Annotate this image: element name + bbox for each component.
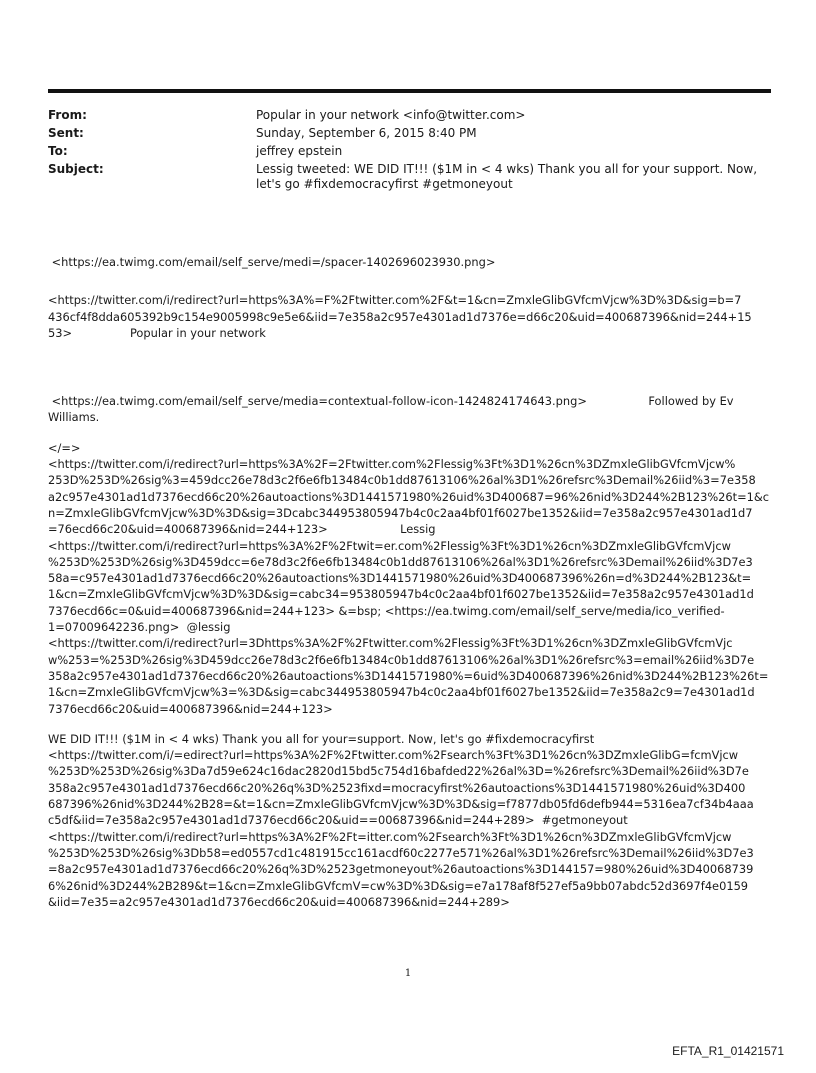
to-value: jeffrey epstein (256, 144, 343, 158)
email-body (48, 254, 770, 910)
network-redirect-paragraph: <https://twitter.com/i/redirect?url=https%3A%=F%2Ftwitter.com%2F&t=1&cn=ZmxleGlibGVfcmVjcw%3D%3D&sig=b=7 436cf4f8dda605392b9c154e9005998c9e5e6&iid=7e358a2c957e4301ad1d7376e=d66c20&uid=400687396&nid=244+15 53> Popular in your network (48, 293, 752, 340)
tweet-text-paragraph: WE DID IT!!! ($1M in < 4 wks) Thank you all for your=support. Now, let's go #fixdemocracyfirst <https://twitter.com/i/=edirect?url=https%3A%2F%2Ftwitter.com%2Fsearch%3Ft%3D1%26cn%3DZmxleGlibG=fcmVjcw %253D%253D%26sig%3Da7d59e624c16dac2820d15bd5c754d16bafded22%26al%3D=%26refsrc%3Demail%26iid%3D7e 358a2c957e4301ad1d7376ecd66c20%26q%3D%2523fixd=mocracyfirst%26autoactions%3D1441571980%26uid%3D400 687396%26nid%3D244%2B28=&t=1&cn=ZmxleGlibGVfcmVjcw%3D%3D&sig=f7877db05fd6defb944=5316ea7cf34b4aaa c5df&iid=7e358a2c957e4301ad1d7376ecd66c20&uid==00687396&nid=244+289> #getmoneyout <https://twitter.com/i/redirect?url=https%3A%2F%2Ft=itter.com%2Fsearch%3Ft%3D1%26cn%3DZmxleGlibGVfcmVjcw %253D%253D%26sig%3Db58=ed0557cd1c481915cc161acdf60c2277e571%26al%3D1%26refsrc%3Demail%26iid%3D7e3 =8a2c957e4301ad1d7376ecd66c20%26q%3D%2523getmoneyout%26autoactions%3D144157=980%26uid%3D40068739 6%26nid%3D244%2B289&t=1&cn=ZmxleGlibGVfcmV=cw%3D%3D&sig=e7a178af8f527ef5a9bb07abdc52d3697f4e0159 &iid=7e35=a2c957e4301ad1d7376ecd66c20&uid=400687396&nid=244+289> (48, 731, 754, 909)
to-label: To: (48, 144, 68, 158)
sent-value: Sunday, September 6, 2015 8:40 PM (256, 126, 477, 140)
subject-row (48, 162, 771, 192)
follow-icon-paragraph: <https://ea.twimg.com/email/self_serve/media=contextual-follow-icon-1424824174643.png> Followed by Ev Williams. (48, 394, 734, 425)
sent-row (48, 126, 771, 141)
page-number: 1 (404, 968, 412, 979)
from-label: From: (48, 108, 87, 122)
sent-label: Sent: (48, 126, 84, 140)
subject-value: Lessig tweeted: WE DID IT!!! ($1M in < 4 wks) Thank you all for your support. Now, let's go #fixdemocracyfirst #getmoneyout (256, 162, 758, 191)
lessig-profile-links: </=> <https://twitter.com/i/redirect?url=https%3A%2F=2Ftwitter.com%2Flessig%3Ft%3D1%26cn%3DZmxleGlibGVfcmVjcw% 253D%253D%26sig%3=459dcc26e78d3c2f6e6fb13484c0b1dd87613106%26al%3D1%26refsrc%3Demail%26iid%3=7e358 a2c957e4301ad1d7376ecd66c20%26autoactions%3D1441571980%26uid%3D400687=96%26nid%3D244%2B123%26t=1&c n=ZmxleGlibGVfcmVjcw%3D%3D&sig=3Dcabc344953805947b4c0c2aa4bf01f6027be1352&iid=7e358a2c957e4301ad1d7 =76ecd66c20&uid=400687396&nid=244+123> Lessig <https://twitter.com/i/redirect?url=https%3A%2F%2Ftwit=er.com%2Flessig%3Ft%3D1%26cn%3DZmxleGlibGVfcmVjcw %253D%253D%26sig%3D459dcc=6e78d3c2f6e6fb13484c0b1dd87613106%26al%3D1%26refsrc%3Demail%26iid%3D7e3 58a=c957e4301ad1d7376ecd66c20%26autoactions%3D1441571980%26uid%3D400687396%26n=d%3D244%2B123&t= 1&cn=ZmxleGlibGVfcmVjcw%3D%3D&sig=cabc34=953805947b4c0c2aa4bf01f6027be1352&iid=7e358a2c957e4301ad1d 7376ecd66c=0&uid=400687396&nid=244+123> &=bsp; <https://ea.twimg.com/email/self_serve/media/ico_verified- 1=07009642236.png> @lessig <https://twitter.com/i/redirect?url=3Dhttps%3A%2F%2Ftwitter.com%2Flessig%3Ft%3D1%26cn%3DZmxleGlibGVfcmVjc w%253=%253D%26sig%3D459dcc26e78d3c2f6e6fb13484c0b1dd87613106%26al%3D1%26refsrc%3=email%26iid%3D7e 358a2c957e4301ad1d7376ecd66c20%26autoactions%3D1441571980%=6uid%3D400687396%26nid%3D244%2B123%26t= 1&cn=ZmxleGlibGVfcmVjcw%3=%3D&sig=cabc344953805947b4c0c2aa4bf01f6027be1352&iid=7e358a2c9=7e4301ad1d 7376ecd66c20&uid=400687396&nid=244+123> (48, 440, 770, 716)
from-row (48, 108, 771, 123)
document-id: EFTA_R1_01421571 (672, 1044, 784, 1058)
subject-label: Subject: (48, 162, 104, 176)
spacer-image-link: <https://ea.twimg.com/email/self_serve/medi=/spacer-1402696023930.png> (48, 255, 496, 269)
to-row (48, 144, 771, 159)
email-header (48, 108, 771, 195)
header-rule (48, 89, 771, 93)
from-value: Popular in your network <info@twitter.com> (256, 108, 526, 122)
